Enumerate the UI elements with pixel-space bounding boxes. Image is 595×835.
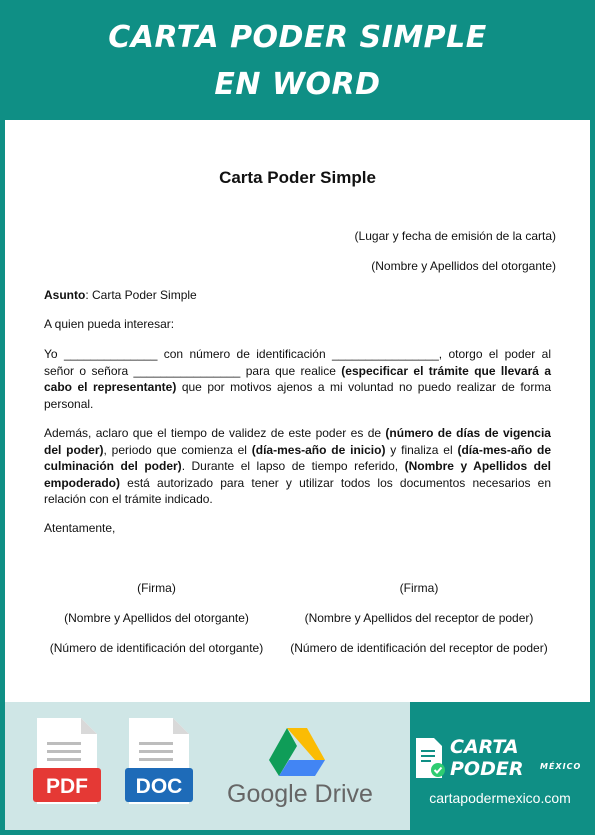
website-link[interactable]: cartapodermexico.com xyxy=(429,790,571,806)
google-drive-label: Google Drive xyxy=(227,780,373,808)
p1-segment: (especificar el trámite que llevará a cabo el representante) xyxy=(44,363,552,394)
doc-label: DOC xyxy=(135,775,183,798)
pdf-label: PDF xyxy=(46,775,88,798)
p2-segment: (Nombre y Apellidos del empoderado) xyxy=(44,459,552,490)
p2-segment: (número de días de vigencia del poder) xyxy=(44,426,551,457)
greeting: A quien pueda interesar: xyxy=(44,317,175,331)
signature-firma-right: (Firma) xyxy=(399,581,439,595)
grantor-name-line: (Nombre y Apellidos del otorgante) xyxy=(371,259,556,273)
closing: Atentamente, xyxy=(44,521,116,535)
brand-panel xyxy=(410,702,590,830)
place-date-line: (Lugar y fecha de emisión de la carta) xyxy=(354,229,556,243)
p1-segment: Yo ______________ con número de identificación ________________, otorgo el poder al señor o señora ________________ para que realice xyxy=(44,347,551,378)
p1-segment: que por motivos ajenos a mi voluntad no puedo realizar de forma personal. xyxy=(44,380,551,411)
p2-segment: (día-mes-año de culminación del poder) xyxy=(44,442,551,473)
p2-segment: (día-mes-año de inicio) xyxy=(251,442,386,457)
p2-segment: está autorizado para tener y utilizar todos los documentos necesarios en relación con el trámite indicado. xyxy=(44,475,551,506)
brand-subtitle: MÉXICO xyxy=(540,762,582,771)
document-preview xyxy=(5,120,590,702)
banner-title-line1: CARTA PODER SIMPLE xyxy=(108,20,487,55)
signature-id-right: (Número de identificación del receptor de poder) xyxy=(290,641,548,655)
paragraph-power-grant xyxy=(44,346,551,412)
p2-segment: , periodo que comienza el xyxy=(103,442,252,457)
p2-segment: y finaliza el xyxy=(385,442,458,457)
subject-label: Asunto xyxy=(44,288,86,302)
signature-id-left: (Número de identificación del otorgante) xyxy=(49,641,264,655)
brand-name: CARTA PODER xyxy=(450,736,524,780)
format-icons-panel xyxy=(5,702,410,830)
p2-segment: . Durante el lapso de tiempo referido, xyxy=(181,459,405,473)
google-drive-icon[interactable] xyxy=(267,726,327,776)
p2-segment: Además, aclaro que el tiempo de validez de este poder es de xyxy=(44,426,386,440)
banner-title-line2: EN WORD xyxy=(214,67,381,102)
signature-name-right: (Nombre y Apellidos del receptor de poder) xyxy=(304,611,534,625)
signature-firma-left: (Firma) xyxy=(137,581,176,595)
subject-line xyxy=(44,287,551,304)
document-title: Carta Poder Simple xyxy=(219,168,376,187)
subject-value: : Carta Poder Simple xyxy=(85,288,197,302)
paragraph-validity xyxy=(44,425,551,508)
doc-file-icon[interactable] xyxy=(125,718,193,806)
footer xyxy=(0,702,595,835)
signature-name-left: (Nombre y Apellidos del otorgante) xyxy=(64,611,249,625)
pdf-file-icon[interactable] xyxy=(33,718,101,806)
document-check-icon xyxy=(414,738,446,778)
title-banner xyxy=(0,0,595,120)
